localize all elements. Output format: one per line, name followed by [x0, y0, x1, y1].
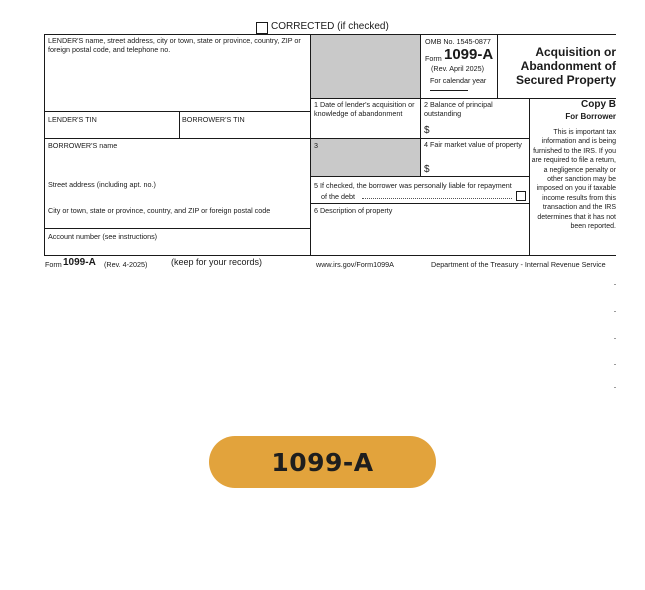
footer-url: www.irs.gov/Form1099A — [316, 260, 394, 269]
shaded-area-top — [311, 34, 420, 98]
margin-mark — [614, 284, 616, 285]
omb-number: OMB No. 1545-0877 — [425, 37, 491, 46]
form-1099-a — [44, 34, 616, 256]
margin-mark — [614, 387, 616, 388]
box5-label-line2: of the debt — [321, 192, 355, 201]
box6-label: 6 Description of property — [314, 206, 393, 215]
margin-mark — [614, 364, 616, 365]
footer-form-word: Form — [45, 260, 62, 269]
street-address-label: Street address (including apt. no.) — [48, 180, 156, 189]
lender-tin-label: LENDER'S TIN — [48, 115, 97, 124]
account-number-label: Account number (see instructions) — [48, 232, 158, 241]
corrected-label: CORRECTED (if checked) — [271, 21, 389, 32]
box5-leader-dots — [362, 198, 512, 199]
form-title-line1: Acquisition or — [535, 45, 616, 59]
copy-b-title: Copy B — [581, 99, 616, 110]
box3-label: 3 — [314, 141, 318, 150]
form-number: 1099-A — [444, 46, 494, 63]
footer-department: Department of the Treasury - Internal Revenue Service — [431, 260, 606, 269]
form-title-line3: Secured Property — [515, 73, 616, 87]
borrower-name-label: BORROWER'S name — [48, 141, 118, 150]
form-badge — [209, 436, 436, 488]
calendar-year-label: For calendar year — [430, 76, 487, 85]
box5-label-line1: 5 If checked, the borrower was personally liable for repayment — [314, 181, 512, 190]
box5-checkbox[interactable] — [516, 191, 526, 201]
form-word: Form — [425, 54, 442, 63]
footer-keep-records: (keep for your records) — [171, 257, 263, 267]
box2-dollar: $ — [424, 125, 430, 136]
form-title — [498, 45, 616, 87]
shaded-area-box3 — [311, 138, 420, 176]
box4-label: 4 Fair market value of property — [424, 140, 522, 149]
footer-form-number: 1099-A — [63, 257, 96, 268]
margin-mark — [614, 311, 616, 312]
box1-label: 1 Date of lender's acquisition or knowledge of abandonment — [314, 100, 415, 118]
lender-name-label: LENDER'S name, street address, city or town, state or province, country, ZIP or foreign postal code, and telephone no. — [48, 36, 301, 54]
margin-mark — [614, 338, 616, 339]
copy-b-subtitle: For Borrower — [565, 112, 616, 121]
form-revision: (Rev. April 2025) — [431, 64, 484, 73]
copy-b-notice: This is important tax information and is being furnished to the IRS. If you are required to file a return, a negligence penalty or other sanction may be imposed on you if taxable income results from this transaction and the IRS determines that it has not been reported. — [531, 129, 616, 231]
city-label: City or town, state or province, country, and ZIP or foreign postal code — [48, 206, 271, 215]
borrower-tin-label: BORROWER'S TIN — [182, 115, 245, 124]
corrected-checkbox[interactable] — [256, 22, 268, 34]
form-title-line2: Abandonment of — [520, 59, 616, 73]
box4-dollar: $ — [424, 164, 430, 175]
footer-revision: (Rev. 4-2025) — [104, 260, 148, 269]
form-badge-label: 1099-A — [271, 447, 374, 477]
box2-label: 2 Balance of principal outstanding — [424, 100, 493, 118]
